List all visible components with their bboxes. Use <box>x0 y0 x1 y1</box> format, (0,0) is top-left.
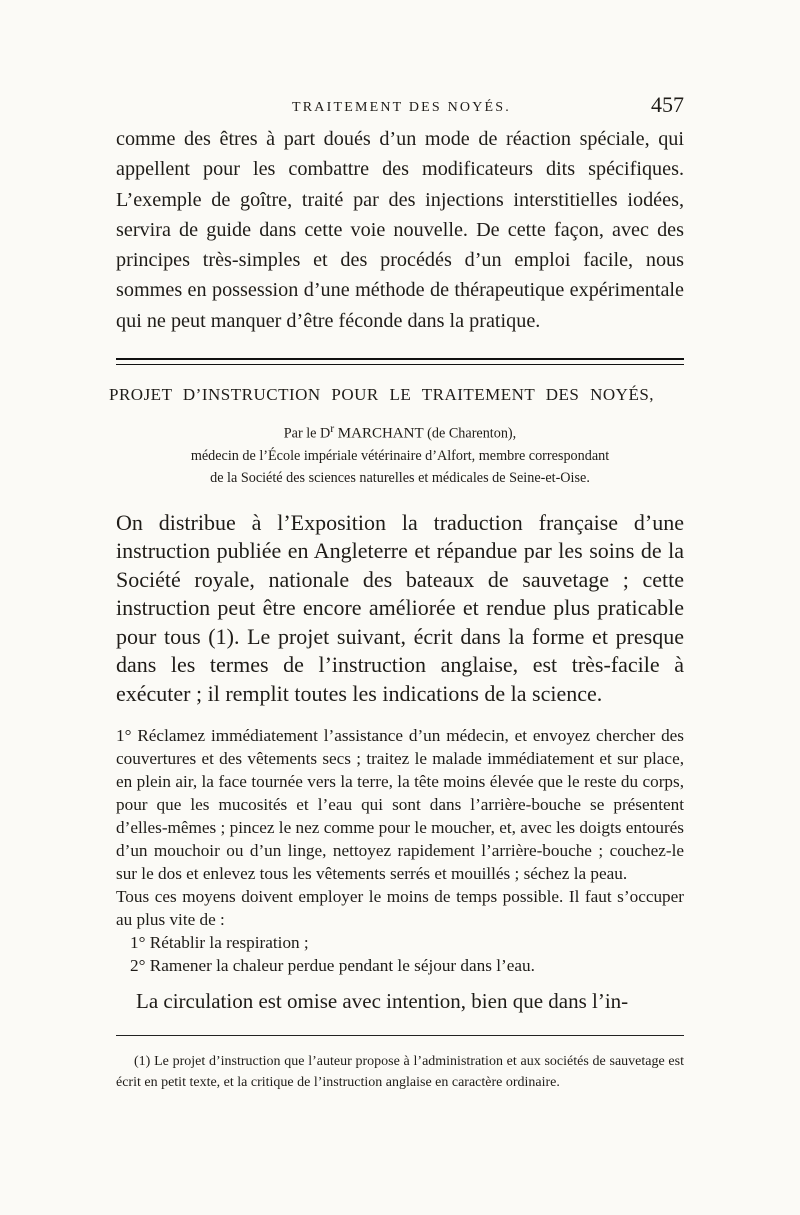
instruction-step-1: 1° Réclamez immédiatement l’assistance d’un médecin, et envoyez chercher des couvertures et des vêtements secs ; traitez le malade immédiatement et sur place, en plein air, la face tournée vers la terre, la tête moins élevée que le reste du corps, pour que les mucosités et l’eau qui sont dans l’arrière-bouche se présentent d’elles-mêmes ; pincez le nez comme pour le moucher, et, avec les doigts entourés d’un mouchoir ou d’un linge, nettoyez rapidement l’arrière-bouche ; couchez-le sur le dos et enlevez tous les vêtements serrés et mouillés ; séchez la peau. <box>116 726 684 884</box>
author-block <box>116 417 684 489</box>
divider-thick-rule <box>116 358 684 360</box>
author-prefix: Par le D <box>283 425 331 442</box>
divider-thin-rule <box>116 364 684 365</box>
author-name: MARCHANT <box>337 425 424 442</box>
priority-item-1: 1° Rétablir la respiration ; <box>130 933 309 953</box>
author-line-2: médecin de l’École impériale vétérinaire d’Alfort, membre correspondant <box>190 447 610 464</box>
priority-item-2: 2° Ramener la chaleur perdue pendant le séjour dans l’eau. <box>130 956 535 976</box>
footnote: (1) Le projet d’instruction que l’auteur propose à l’administration et aux sociétés de sauvetage est écrit en petit texte, et la critique de l’instruction anglaise en caractère ordinaire. <box>116 1054 684 1090</box>
author-line-3: de la Société des sciences naturelles et médicales de Seine-et-Oise. <box>210 469 590 486</box>
intro-paragraph: comme des êtres à part doués d’un mode de réaction spéciale, qui appellent pour les combattre des modificateurs dits spécifiques. L’exemple de goître, traité par des injections interstitielles iodées, servira de guide dans cette voie nouvelle. De cette façon, avec des principes très-simples et des procédés d’un emploi facile, nous sommes en possession d’une méthode de thérapeutique expérimentale qui ne peut manquer d’être féconde dans la pratique. <box>116 128 684 332</box>
book-page <box>109 92 684 1093</box>
exposition-paragraph: On distribue à l’Exposition la traduction française d’une instruction publiée en Angleterre et répandue par les soins de la Société royale, nationale des bateaux de sauvetage ; cette instruction peut être encore améliorée et rendue plus praticable pour tous (1). Le projet suivant, écrit dans la forme et presque dans les termes de l’instruction anglaise, est très-facile à exécuter ; il remplit toutes les indications de la science. <box>116 509 684 706</box>
circulation-paragraph: La circulation est omise avec intention, bien que dans l’in- <box>136 989 629 1014</box>
page-number: 457 <box>651 92 684 117</box>
section-title: PROJET D’INSTRUCTION POUR LE TRAITEMENT DES NOYÉS, <box>109 385 655 405</box>
section-divider <box>116 358 684 365</box>
running-head <box>116 92 684 124</box>
instruction-priorities-intro: Tous ces moyens doivent employer le moins de temps possible. Il faut s’occuper au plus vite de : <box>116 887 684 930</box>
author-title-superscript: r <box>330 421 335 436</box>
footnote-rule <box>116 1035 684 1036</box>
author-location: (de Charenton), <box>427 425 517 442</box>
running-title: TRAITEMENT DES NOYÉS. <box>292 100 511 115</box>
author-line-1 <box>116 417 684 445</box>
